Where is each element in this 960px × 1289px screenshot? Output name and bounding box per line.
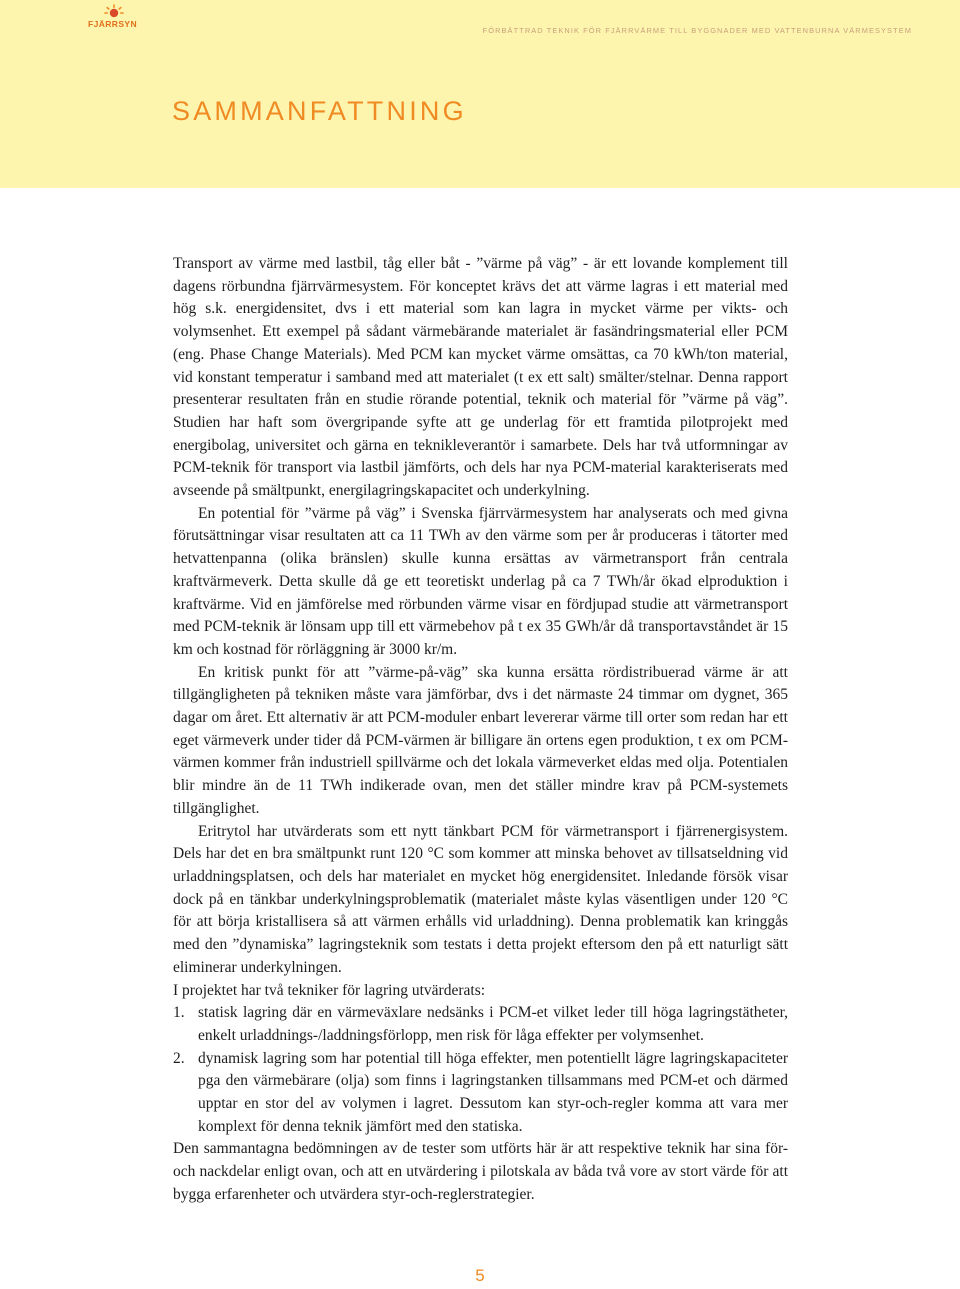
paragraph-availability: En kritisk punkt för att ”värme-på-väg” ska kunna ersätta rördistribuerad värme är att tillgängligheten på tekniken måste vara jämförbar, dvs i det närmaste 24 timmar om dygnet, 365 dagar om året. Ett alternativ är att PCM-moduler enbart levererar värme till orter som redan har ett eget värmeverk under tider då PCM-värmen är billigare än ortens egen produktion, t ex om PCM-värmen kommer från industriell spillvärme och det lokala värmeverket eldas med olja. Potentialen blir mindre än de 11 TWh indikerade ovan, men det ställer mindre krav på PCM-systemets tillgänglighet. xyxy=(173,663,788,817)
list-item-number: 1. xyxy=(173,1004,185,1022)
paragraph-erythritol: Eritrytol har utvärderats som ett nytt tänkbart PCM för värmetransport i fjärrenergisystem. Dels har det en bra smältpunkt runt 120 °C som kommer att minska behovet av tillsatseldning vid urladdningsplatsen, och dels har materialet en mycket hög energidensitet. Inledande försök visar dock på en tänkbar underkylningsproblematik (materialet måste kylas väsentligen under 120 °C för att börja kristallisera så att värmen erhålls vid urladdning). Denna problematik kan kringgås med den ”dynamiska” lagringsteknik som testats i detta projekt eftersom den på ett naturligt sätt eliminerar underkylningen. xyxy=(173,822,788,976)
techniques-list xyxy=(173,1002,788,1138)
list-item-number: 2. xyxy=(173,1049,185,1067)
list-item-text: statisk lagring där en värmeväxlare nedsänks i PCM-et vilket leder till höga lagringstätheter, enkelt urladdnings-/laddningsförlopp, men risk för låga effekter per volymsenhet. xyxy=(198,1004,788,1044)
paragraph-potential: En potential för ”värme på väg” i Svenska fjärrvärmesystem har analyserats och med givna förutsättningar visar resultaten att ca 11 TWh av den värme som per år produceras i tätorter med hetvattenpanna (olika bränslen) skulle kunna ersättas av värmetransport från centrala kraftvärmeverk. Detta skulle då ge ett teoretiskt underlag på ca 7 TWh/år ökad elproduktion i kraftvärme. Vid en jämförelse med rörbunden värme visar en fördjupad studie att värmetransport med PCM-teknik är lönsam upp till ett värmebehov på t ex 35 GWh/år då transportavståndet är 15 km och kostnad för rörläggning är 3000 kr/m. xyxy=(173,504,788,658)
page-number: 5 xyxy=(475,1266,485,1285)
sun-icon xyxy=(104,4,124,20)
list-item xyxy=(173,1048,788,1139)
section-title: SAMMANFATTNING xyxy=(172,96,467,126)
list-item xyxy=(173,1002,788,1047)
list-item-text: dynamisk lagring som har potential till höga effekter, men potentiellt lägre lagringskapaciteter pga den värmebärare (olja) som finns i lagringstanken tillsammans med PCM-et och därmed upptar en stor del av volymen i lagret. Dessutom kan styr-och-regler komma att vara mer komplext för denna teknik jämfört med den statiska. xyxy=(198,1049,788,1135)
running-head: FÖRBÄTTRAD TEKNIK FÖR FJÄRRVÄRME TILL BYGGNADER MED VATTENBURNA VÄRMESYSTEM xyxy=(482,26,912,35)
header-band xyxy=(0,0,960,188)
paragraph-techniques-intro: I projektet har två tekniker för lagring utvärderats: xyxy=(173,981,486,999)
paragraph-intro: Transport av värme med lastbil, tåg eller båt - ”värme på väg” - är ett lovande komplement till dagens rörbundna fjärrvärmesystem. För konceptet krävs det att värme lagras i ett material med hög s.k. energidensitet, dvs i ett material som kan lagra in mycket värme per vikts- och volymsenhet. Ett exempel på sådant värmebärande materialet är fasändringsmaterial eller PCM (eng. Phase Change Materials). Med PCM kan mycket värme omsättas, ca 70 kWh/ton material, vid konstant temperatur i samband med att materialet (t ex ett salt) smälter/stelnar. Denna rapport presenterar resultaten från en studie rörande potential, teknik och material för ”värme på väg”. Studien har haft som övergripande syfte att ge underlag för ett framtida pilotprojekt med energibolag, universitet och gärna en teknikleverantör i samarbete. Dels har två utformningar av PCM-teknik för transport via lastbil jämförts, och dels har nya PCM-material karakteriserats med avseende på smältpunkt, energilagringskapacitet och underkylning. xyxy=(173,255,788,500)
body-text xyxy=(173,253,788,1207)
paragraph-conclusion: Den sammantagna bedömningen av de tester som utförts här är att respektive teknik har sina för- och nackdelar enligt ovan, och att en utvärdering i pilotskala av båda två vore av stort värde för att bygga erfarenheter och utvärdera styr-och-reglerstrategier. xyxy=(173,1140,788,1203)
fjarrsyn-logo xyxy=(84,4,144,34)
logo-text: FJÄRRSYN xyxy=(88,19,138,29)
